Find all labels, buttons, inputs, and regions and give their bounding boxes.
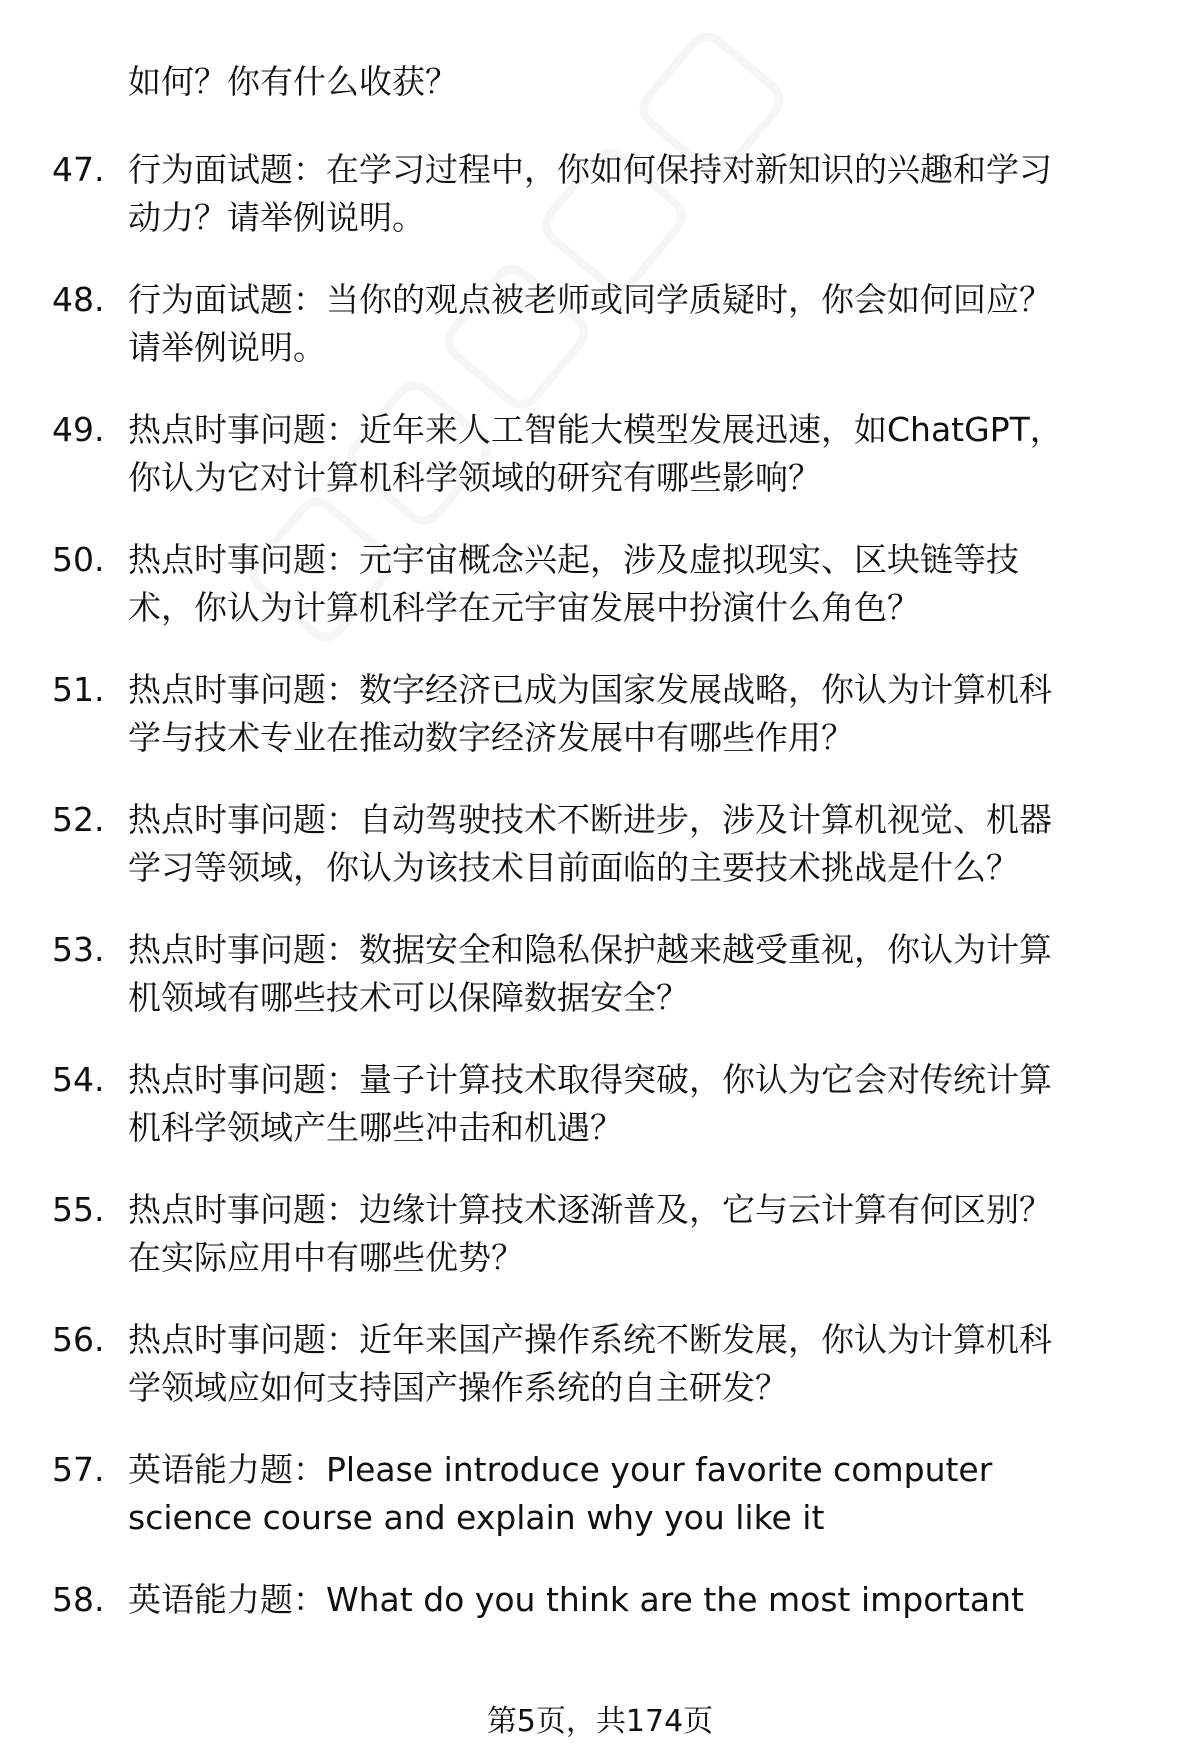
question-list — [0, 146, 1200, 1706]
question-text — [128, 406, 1138, 502]
question-text — [128, 1576, 1138, 1624]
question-line: 行为面试题：当你的观点被老师或同学质疑时，你会如何回应？ — [128, 280, 1052, 319]
question-item — [0, 1576, 1200, 1706]
question-line: 请举例说明。 — [128, 328, 326, 367]
question-line: 英语能力题：Please introduce your favorite computer — [128, 1450, 993, 1489]
question-line: 热点时事问题：数据安全和隐私保护越来越受重视，你认为计算 — [128, 930, 1052, 969]
question-line: 热点时事问题：量子计算技术取得突破，你认为它会对传统计算 — [128, 1060, 1052, 1099]
page-footer: 第5页，共174页 — [486, 1704, 714, 1739]
question-line: 热点时事问题：近年来人工智能大模型发展迅速，如ChatGPT， — [128, 410, 1063, 449]
question-number: 52. — [52, 800, 105, 839]
question-line: 动力？请举例说明。 — [128, 198, 425, 237]
question-number: 58. — [52, 1580, 105, 1619]
question-text — [128, 146, 1138, 242]
question-item — [0, 666, 1200, 796]
question-number: 50. — [52, 540, 105, 579]
question-item — [0, 796, 1200, 926]
question-line: 学与技术专业在推动数字经济发展中有哪些作用？ — [128, 718, 854, 757]
question-line: 机领域有哪些技术可以保障数据安全？ — [128, 978, 689, 1017]
question-text — [128, 1446, 1138, 1542]
question-line: 热点时事问题：边缘计算技术逐渐普及，它与云计算有何区别？ — [128, 1190, 1052, 1229]
question-line: 术，你认为计算机科学在元宇宙发展中扮演什么角色？ — [128, 588, 920, 627]
continuation-text: 如何？你有什么收获？ — [128, 62, 458, 101]
question-line: 学领域应如何支持国产操作系统的自主研发？ — [128, 1368, 788, 1407]
question-number: 54. — [52, 1060, 105, 1099]
question-item — [0, 146, 1200, 276]
question-line: 热点时事问题：元宇宙概念兴起，涉及虚拟现实、区块链等技 — [128, 540, 1019, 579]
question-line: 学习等领域，你认为该技术目前面临的主要技术挑战是什么？ — [128, 848, 1019, 887]
question-item — [0, 406, 1200, 536]
question-item — [0, 536, 1200, 666]
question-text — [128, 1316, 1138, 1412]
question-item — [0, 926, 1200, 1056]
question-number: 47. — [52, 150, 105, 189]
question-item — [0, 1056, 1200, 1186]
question-item — [0, 1316, 1200, 1446]
question-text — [128, 1186, 1138, 1282]
question-line: 机科学领域产生哪些冲击和机遇？ — [128, 1108, 623, 1147]
question-line: 行为面试题：在学习过程中，你如何保持对新知识的兴趣和学习 — [128, 150, 1052, 189]
question-line: 你认为它对计算机科学领域的研究有哪些影响？ — [128, 458, 821, 497]
question-number: 49. — [52, 410, 105, 449]
question-line: 在实际应用中有哪些优势？ — [128, 1238, 524, 1277]
question-number: 55. — [52, 1190, 105, 1229]
question-number: 51. — [52, 670, 105, 709]
question-number: 57. — [52, 1450, 105, 1489]
question-text — [128, 536, 1138, 632]
question-text — [128, 1056, 1138, 1152]
question-number: 48. — [52, 280, 105, 319]
question-line: 热点时事问题：数字经济已成为国家发展战略，你认为计算机科 — [128, 670, 1052, 709]
question-line: science course and explain why you like it — [128, 1498, 825, 1537]
question-line: 热点时事问题：自动驾驶技术不断进步，涉及计算机视觉、机器 — [128, 800, 1052, 839]
question-text — [128, 926, 1138, 1022]
question-item — [0, 1186, 1200, 1316]
question-text — [128, 276, 1138, 372]
question-number: 53. — [52, 930, 105, 969]
question-number: 56. — [52, 1320, 105, 1359]
question-text — [128, 796, 1138, 892]
question-line: 热点时事问题：近年来国产操作系统不断发展，你认为计算机科 — [128, 1320, 1052, 1359]
question-item — [0, 1446, 1200, 1576]
question-text — [128, 666, 1138, 762]
question-line: 英语能力题：What do you think are the most important — [128, 1580, 1024, 1619]
question-item — [0, 276, 1200, 406]
